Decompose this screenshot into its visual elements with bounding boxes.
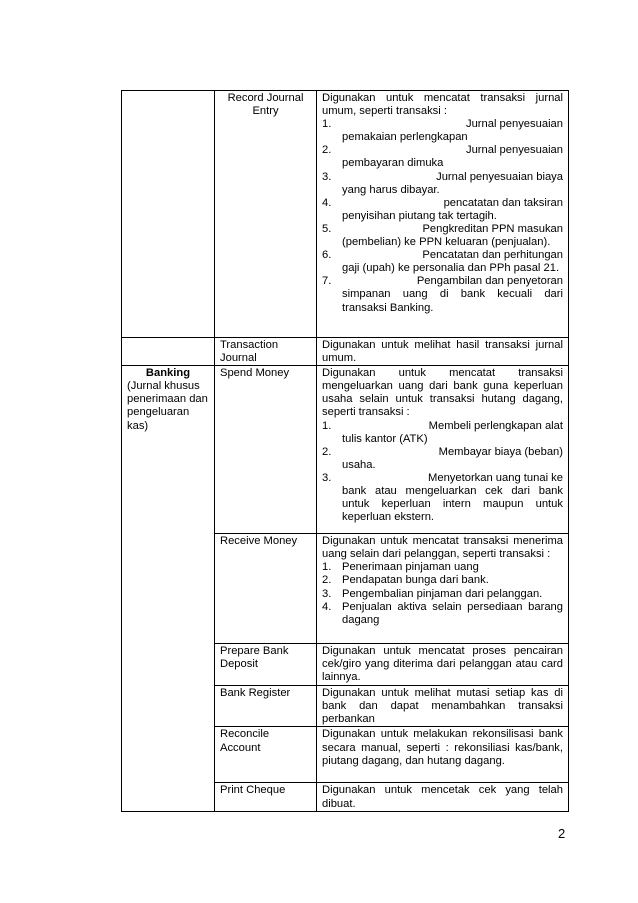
list-number: 3.	[322, 170, 332, 183]
list-number: 2.	[322, 574, 332, 587]
description-intro: Digunakan untuk mencatat transaksi jurnal umum, seperti transaksi :	[322, 92, 563, 118]
list-item	[322, 118, 563, 144]
list-continuation: gaji (upah) ke personalia dan PPh pasal 21.	[342, 262, 560, 275]
list-item	[322, 197, 563, 223]
category-subtitle: (Jurnal khusus penerimaan dan pengeluaran kas)	[127, 380, 208, 432]
list-continuation: penyisihan piutang tak tertagih.	[342, 209, 497, 222]
category-cell-empty	[122, 91, 215, 338]
list-item	[322, 223, 563, 249]
list-number: 1.	[322, 118, 332, 131]
list-continuation: simpanan uang di bank kecuali dari transaksi Banking.	[342, 288, 563, 314]
feature-description: Digunakan untuk mencatat proses pencairan cek/giro yang diterima dari pelanggan atau card lainnya.	[317, 644, 569, 686]
feature-name: Transaction Journal	[215, 338, 317, 366]
numbered-list	[322, 118, 563, 314]
feature-description: Digunakan untuk melakukan rekonsilisasi bank secara manual, seperti : rekonsiliasi kas/bank, piutang dagang, dan hutang dagang.	[317, 727, 569, 783]
list-number: 7.	[322, 275, 332, 288]
feature-name: Reconcile Account	[215, 727, 317, 783]
list-number: 4.	[322, 196, 332, 209]
list-head: Menyetorkan uang tunai ke	[428, 471, 563, 484]
list-number: 1.	[322, 419, 332, 432]
list-head: Pengkreditan PPN masukan	[422, 222, 563, 235]
feature-name: Bank Register	[215, 686, 317, 727]
list-number: 6.	[322, 249, 332, 262]
list-head: pencatatan dan taksiran	[443, 196, 563, 209]
feature-name: Spend Money	[215, 366, 317, 534]
list-continuation: yang harus dibayar.	[342, 183, 440, 196]
list-item	[322, 171, 563, 197]
list-number: 1.	[322, 561, 332, 574]
list-continuation: bank atau mengeluarkan cek dari bank untuk keperluan intern maupun untuk keperluan ekstern.	[342, 485, 563, 524]
list-number: 3.	[322, 587, 332, 600]
list-item	[322, 275, 563, 314]
list-text: Penjualan aktiva selain persediaan barang dagang	[342, 600, 563, 626]
list-head: Jurnal penyesuaian biaya	[436, 170, 563, 183]
feature-description: Digunakan untuk mencetak cek yang telah dibuat.	[317, 783, 569, 811]
list-item	[322, 249, 563, 275]
list-continuation: pembayaran dimuka	[342, 157, 444, 170]
list-number: 2.	[322, 144, 332, 157]
list-text: Pendapatan bunga dari bank.	[342, 574, 489, 587]
list-continuation: pemakaian perlengkapan	[342, 131, 468, 144]
feature-description	[317, 534, 569, 644]
feature-name: Print Cheque	[215, 783, 317, 811]
list-head: Membayar biaya (beban)	[438, 445, 563, 458]
list-item	[322, 574, 563, 587]
category-cell-banking	[122, 366, 215, 811]
list-item	[322, 420, 563, 446]
list-item	[322, 588, 563, 601]
feature-description	[317, 91, 569, 338]
table-row	[122, 338, 569, 366]
list-head: Pencatatan dan perhitungan	[422, 249, 563, 262]
description-intro: Digunakan untuk mencatat transaksi menerima uang selain dari pelanggan, seperti transaksi :	[322, 535, 563, 561]
feature-description: Digunakan untuk melihat hasil transaksi jurnal umum.	[317, 338, 569, 366]
list-number: 4.	[322, 600, 332, 613]
list-text: Pengembalian pinjaman dari pelanggan.	[342, 587, 543, 600]
table-row	[122, 91, 569, 338]
list-item	[322, 601, 563, 627]
list-number: 5.	[322, 222, 332, 235]
feature-name: Record Journal Entry	[215, 91, 317, 338]
category-cell-empty	[122, 338, 215, 366]
list-head: Jurnal penyesuaian	[465, 144, 563, 157]
list-item	[322, 144, 563, 170]
feature-name: Prepare Bank Deposit	[215, 644, 317, 686]
list-number: 2.	[322, 445, 332, 458]
feature-name: Receive Money	[215, 534, 317, 644]
table-row	[122, 366, 569, 534]
list-head: Jurnal penyesuaian	[465, 118, 563, 131]
description-intro: Digunakan untuk mencatat transaksi mengeluarkan uang dari bank guna keperluan usaha selain untuk transaksi hutang dagang, seperti transaksi :	[322, 367, 563, 419]
list-continuation: tulis kantor (ATK)	[342, 432, 428, 445]
list-head: Pengambilan dan penyetoran	[416, 275, 563, 288]
list-item	[322, 561, 563, 574]
list-continuation: usaha.	[342, 458, 376, 471]
list-head: Membeli perlengkapan alat	[428, 419, 563, 432]
feature-table	[121, 90, 569, 812]
list-item	[322, 472, 563, 524]
list-continuation: (pembelian) ke PPN keluaran (penjualan).	[342, 236, 551, 249]
page-number: 2	[558, 826, 566, 841]
list-item	[322, 446, 563, 472]
feature-description: Digunakan untuk melihat mutasi setiap kas di bank dan dapat menambahkan transaksi perbankan	[317, 686, 569, 727]
category-title: Banking	[145, 367, 191, 380]
list-text: Penerimaan pinjaman uang	[342, 561, 479, 574]
list-number: 3.	[322, 471, 332, 484]
feature-description	[317, 366, 569, 534]
